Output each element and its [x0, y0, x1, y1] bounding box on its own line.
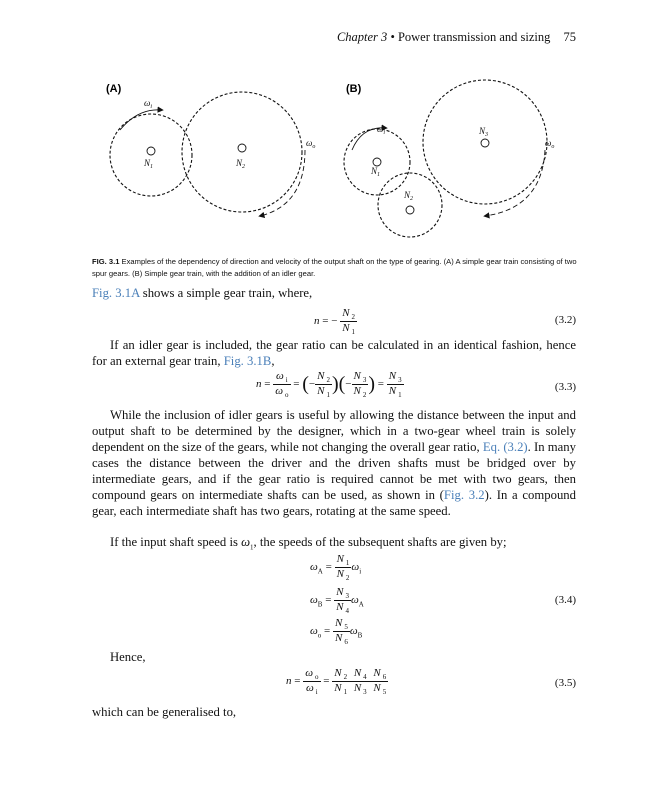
omega-sub: 1 — [250, 543, 254, 552]
running-header — [337, 30, 576, 45]
label-b-omega-o: $\omega_o$ — [545, 138, 555, 150]
paragraph-2 — [92, 337, 576, 369]
eq-number-3-4: (3.4) — [554, 594, 576, 606]
equation-3-2 — [314, 307, 357, 336]
panel-b-label: (B) — [346, 83, 362, 95]
link-eq-3-2[interactable]: Eq. (3.2) — [482, 440, 528, 454]
bullet: • — [390, 30, 398, 44]
link-fig-3-1a[interactable]: Fig. 3.1A — [92, 286, 140, 300]
p2-text: If an idler gear is included, the gear ratio can be calculated in an identical fashion, hence for an external gear train, — [92, 338, 576, 368]
caption-label: FIG. 3.1 — [92, 257, 120, 266]
label-b-omega-i: $\omega_i$ — [377, 124, 386, 136]
gear-b-n1-shaft — [373, 158, 381, 166]
figure-caption — [92, 256, 582, 279]
label-b-n3: $N_3$ — [479, 126, 489, 138]
eq-n: n — [314, 315, 320, 328]
p2-end: , — [271, 354, 275, 368]
equation-3-4-row-b: $\omega_B$ = $\frac{N _3}{N _4}$ $\omega_A$ — [310, 586, 364, 616]
equation-3-5: n = $\frac{\omega _o}{\omega _i}$ = $\frac{N _2 N _4 N _6}{N _1 N _3 N _5}$ — [286, 667, 387, 697]
paragraph-3 — [92, 407, 576, 519]
chapter-title: Power transmission and sizing — [397, 30, 551, 44]
gear-figure — [90, 70, 570, 250]
gear-a-n1-shaft — [147, 147, 155, 155]
p4-text-a: If the input shaft speed is — [110, 535, 242, 549]
eq-equals: = — [322, 315, 329, 328]
p3-text-c: ). In a compound gear, each intermediate shaft has two gears, rotating at the same speed. — [92, 488, 576, 518]
gear-b-n3-shaft — [481, 139, 489, 147]
p3-text-a: While the inclusion of idler gears is useful by allowing the distance between the input and output shaft to be determined by the designer, which in a two-gear wheel train is solely dependent on the size of the gears, while not changing the overall gear ratio, — [92, 408, 576, 454]
label-a-omega-o: $\omega_o$ — [306, 138, 316, 150]
p3-text-b: . In many cases the distance between the driver and the driven shafts must be bridged over by intermediate gears, and if the gear ratio is required cannot be met with two gears, then compound gears on intermediate shafts can be used, as shown in ( — [92, 440, 576, 502]
link-fig-3-1b[interactable]: Fig. 3.1B — [223, 354, 272, 368]
rotation-arrow-a-out — [260, 150, 305, 216]
rotation-arrow-a-in — [120, 110, 162, 130]
equation-3-4-row-c: $\omega_o$ = $\frac{N _5}{N _6}$ $\omega_B$ — [310, 617, 363, 647]
gear-b-n2 — [378, 173, 442, 237]
omega-symbol: ω — [241, 535, 251, 549]
p1-text: shows a simple gear train, where, — [139, 286, 313, 300]
label-a-n2: $N_2$ — [236, 158, 246, 170]
caption-text: Examples of the dependency of direction and velocity of the output shaft on the type of gearing. (A) A simple gear train consisting of two spur gears. (B) Simple gear train, with the addition of an idler gear. — [92, 257, 577, 278]
equation-3-4-row-a: $\omega_A$ = $\frac{N _1}{N _2}$ $\omega_i$ — [310, 553, 362, 583]
eq-number-3-2: (3.2) — [554, 314, 576, 326]
label-a-n1: $N_1$ — [144, 158, 154, 170]
last-line: which can be generalised to, — [92, 705, 237, 719]
gear-b-n3 — [423, 80, 547, 204]
link-fig-3-2[interactable]: Fig. 3.2 — [443, 488, 485, 502]
eq-number-3-5: (3.5) — [554, 677, 576, 689]
eq-number-3-3: (3.3) — [554, 381, 576, 393]
paragraph-1 — [92, 285, 576, 301]
hence-text: Hence, — [110, 650, 146, 664]
gear-b-n1 — [344, 129, 410, 195]
equation-3-3: n = $\frac{\omega _i}{\omega _o}$ = (− $\frac{N _2}{N _1}$ )(− $\frac{N _3}{N _2}$ ) = $\frac{N _3}{N _1}$ — [256, 370, 402, 400]
p4-text-b: , the speeds of the subsequent shafts are given by; — [253, 535, 507, 549]
panel-a-label: (A) — [106, 83, 122, 95]
gear-b-n2-shaft — [406, 206, 414, 214]
label-a-omega-i: $\omega_i$ — [144, 98, 153, 110]
chapter-label: Chapter 3 — [336, 30, 388, 44]
label-b-n1: $N_1$ — [371, 166, 381, 178]
label-b-n2: $N_2$ — [404, 190, 414, 202]
frac-n2-n1: $\frac{N _2}{N _1}$ — [342, 307, 356, 337]
page-number: 75 — [563, 30, 576, 44]
eq-minus: − — [331, 315, 338, 328]
gear-a-n2-shaft — [238, 144, 246, 152]
rotation-arrow-b-out — [485, 150, 545, 216]
